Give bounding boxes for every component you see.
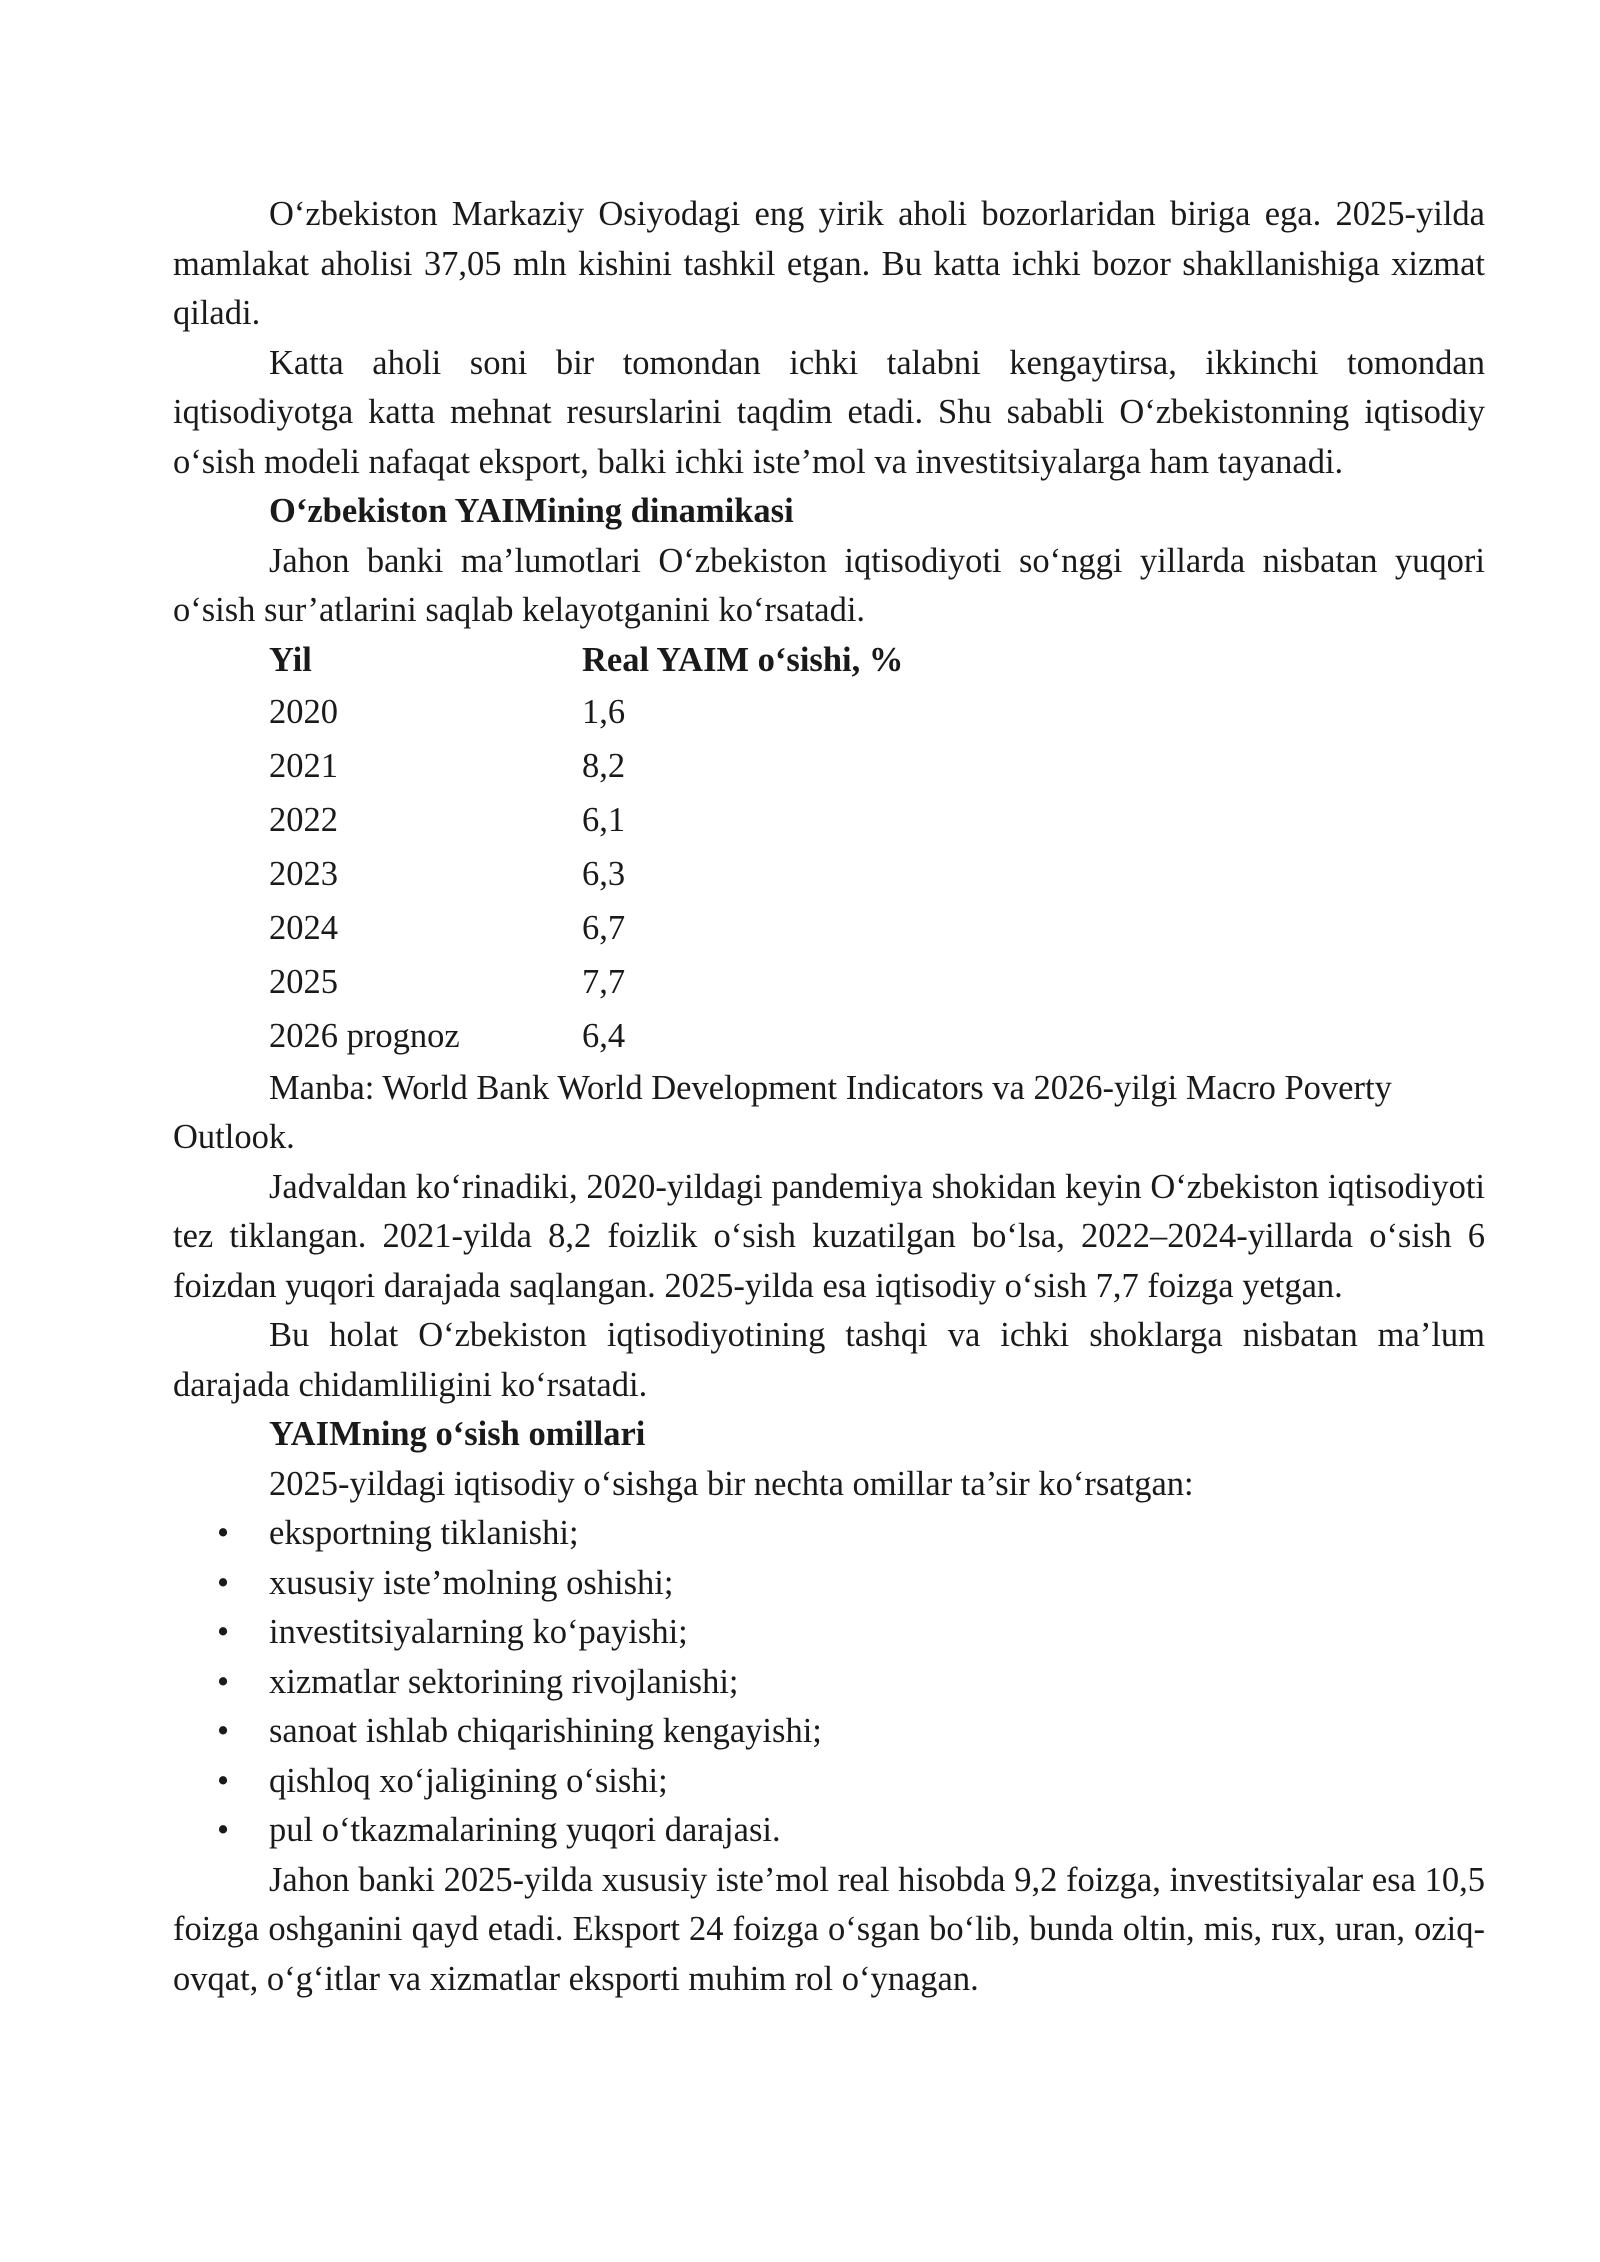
table-row	[269, 740, 903, 794]
paragraph-resilience: Bu holat O‘zbekiston iqtisodiyotining tashqi va ichki shoklarga nisbatan ma’lum darajada chidamliligini ko‘rsatadi.	[173, 1316, 1485, 1404]
list-item	[173, 1757, 1485, 1807]
table-cell-growth: 7,7	[582, 962, 626, 1001]
heading-gdp-dynamics: O‘zbekiston YAIMining dinamikasi	[269, 492, 794, 530]
bullet-icon: •	[217, 1761, 230, 1800]
table-cell-growth: 6,3	[582, 854, 626, 893]
table-row	[269, 686, 903, 740]
paragraph-population: O‘zbekiston Markaziy Osiyodagi eng yirik aholi bozorlaridan biriga ega. 2025-yilda mamlakat aholisi 37,05 mln kishini tashkil etgan. Bu katta ichki bozor shakllanishiga xizmat qiladi.	[173, 195, 1485, 332]
table-row	[269, 1010, 903, 1064]
paragraph-world-bank-details: Jahon banki 2025-yilda xususiy iste’mol real hisobda 9,2 foizga, investitsiyalar esa 10,5 foizga oshganini qayd etadi. Eksport 24 foizga o‘sgan bo‘lib, bunda oltin, mis, rux, uran, oziq-ovqat, o‘g‘itlar va xizmatlar eksporti muhim rol o‘ynagan.	[173, 1860, 1485, 1998]
bullet-icon: •	[217, 1662, 230, 1701]
document-page	[173, 190, 1485, 2004]
list-item-text: xususiy iste’molning oshishi;	[269, 1563, 674, 1602]
table-cell-year: 2024	[269, 908, 338, 947]
table-row	[269, 848, 903, 902]
list-item	[173, 1608, 1485, 1658]
list-item	[173, 1559, 1485, 1609]
heading-growth-factors: YAIMning o‘sish omillari	[269, 1415, 646, 1453]
table-cell-growth: 6,7	[582, 908, 626, 947]
table-row	[269, 902, 903, 956]
table-row	[269, 956, 903, 1010]
bullet-icon: •	[217, 1811, 230, 1849]
table-header-row	[269, 636, 903, 686]
table-cell-year: 2026 prognoz	[269, 1016, 460, 1055]
table-header-growth: Real YAIM o‘sishi, %	[582, 640, 904, 679]
table-cell-year: 2020	[269, 692, 338, 731]
gdp-growth-table	[269, 636, 903, 1064]
paragraph-factors-intro: 2025-yildagi iqtisodiy o‘sishga bir nechta omillar ta’sir ko‘rsatgan:	[269, 1464, 1194, 1503]
bullet-icon: •	[217, 1613, 230, 1651]
paragraph-labor-resources: Katta aholi soni bir tomondan ichki talabni kengaytirsa, ikkinchi tomondan iqtisodiyotga katta mehnat resurslarini taqdim etadi. Shu sababli O‘zbekistonning iqtisodiy o‘sish modeli nafaqat eksport, balki ichki iste’mol va investitsiyalarga ham tayanadi.	[173, 343, 1485, 481]
table-cell-growth: 1,6	[582, 692, 626, 731]
table-cell-growth: 8,2	[582, 746, 626, 785]
list-item-text: eksportning tiklanishi;	[269, 1514, 579, 1552]
table-cell-year: 2025	[269, 962, 338, 1001]
list-item	[173, 1509, 1485, 1559]
table-row	[269, 794, 903, 848]
list-item-text: pul o‘tkazmalarining yuqori darajasi.	[269, 1811, 781, 1849]
list-item	[173, 1707, 1485, 1757]
table-cell-year: 2023	[269, 854, 338, 893]
list-item	[173, 1658, 1485, 1708]
table-cell-year: 2022	[269, 800, 338, 839]
list-item	[173, 1806, 1485, 1856]
table-source-note: Manba: World Bank World Development Indicators va 2026-yilgi Macro Poverty Outlook.	[173, 1068, 1392, 1156]
paragraph-table-analysis: Jadvaldan ko‘rinadiki, 2020-yildagi pandemiya shokidan keyin O‘zbekiston iqtisodiyoti tez tiklangan. 2021-yilda 8,2 foizlik o‘sish kuzatilgan bo‘lsa, 2022–2024-yillarda o‘sish 6 foizdan yuqori darajada saqlangan. 2025-yilda esa iqtisodiy o‘sish 7,7 foizga yetgan.	[173, 1167, 1485, 1305]
bullet-icon: •	[217, 1712, 230, 1750]
bullet-icon: •	[217, 1514, 230, 1552]
table-cell-growth: 6,4	[582, 1016, 626, 1055]
growth-factors-list	[173, 1509, 1485, 1856]
list-item-text: xizmatlar sektorining rivojlanishi;	[269, 1662, 739, 1701]
list-item-text: qishloq xo‘jaligining o‘sishi;	[269, 1761, 668, 1800]
bullet-icon: •	[217, 1563, 230, 1602]
table-cell-year: 2021	[269, 746, 338, 785]
table-header-year: Yil	[269, 640, 312, 679]
list-item-text: sanoat ishlab chiqarishining kengayishi;	[269, 1712, 822, 1750]
paragraph-world-bank-intro: Jahon banki ma’lumotlari O‘zbekiston iqtisodiyoti so‘nggi yillarda nisbatan yuqori o‘sish sur’atlarini saqlab kelayotganini ko‘rsatadi.	[173, 541, 1485, 629]
table-cell-growth: 6,1	[582, 800, 626, 839]
list-item-text: investitsiyalarning ko‘payishi;	[269, 1613, 688, 1651]
